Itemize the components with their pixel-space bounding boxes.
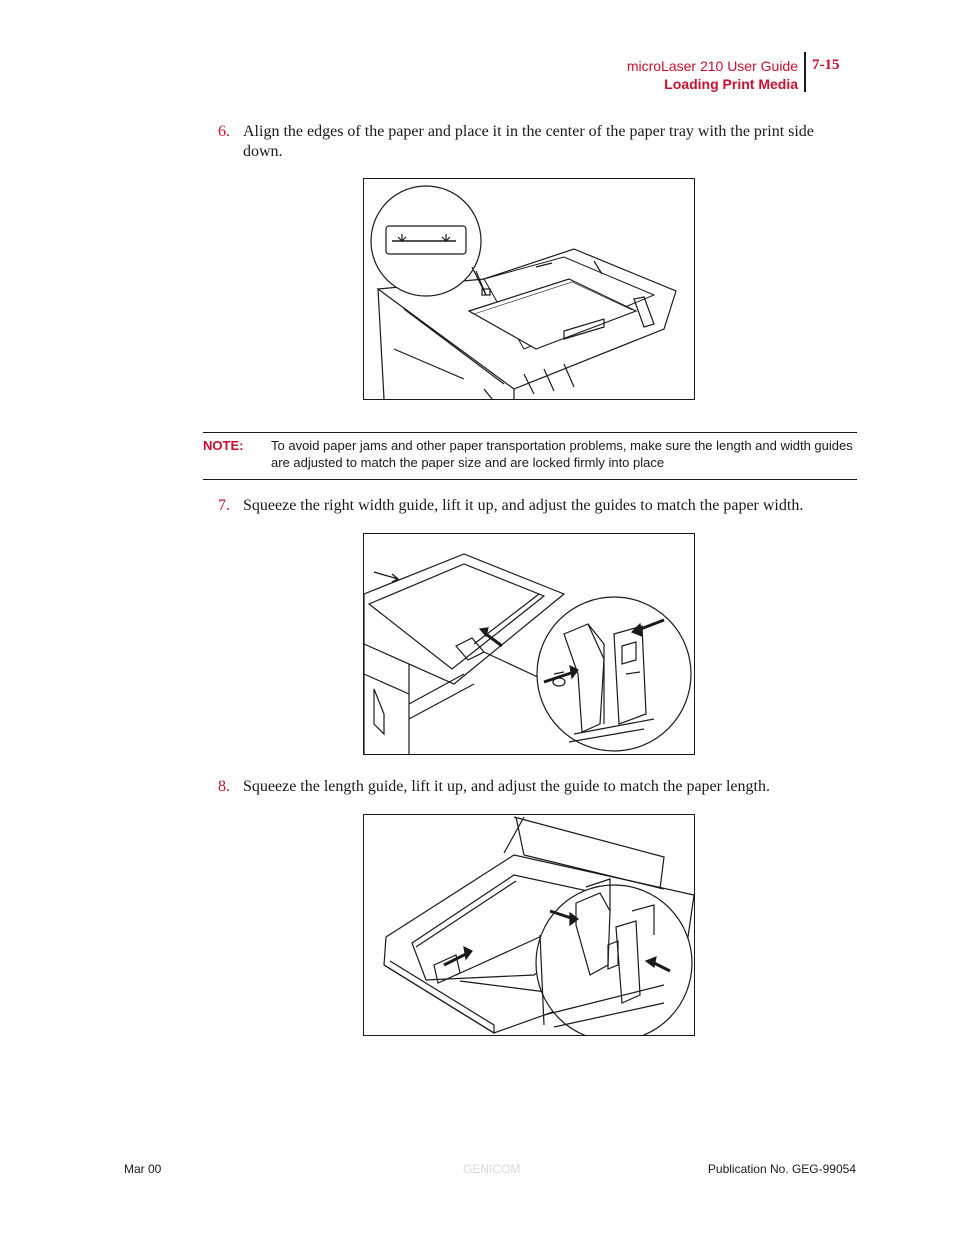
header-divider [804, 52, 806, 92]
guide-title: microLaser 210 User Guide [626, 58, 798, 74]
step-text: Squeeze the length guide, lift it up, and adjust the guide to match the paper length. [243, 778, 770, 795]
footer-watermark-logo: GENICOM [463, 1162, 521, 1176]
tray-illustration-3 [364, 815, 694, 1035]
figure-length-guide [363, 814, 695, 1036]
note-rule-bottom [203, 479, 857, 480]
step-number: 6. [218, 123, 230, 140]
figure-paper-tray-loading [363, 178, 695, 400]
step-6 [218, 122, 838, 162]
section-title: Loading Print Media [664, 76, 798, 92]
tray-illustration-1 [364, 179, 694, 399]
note-rule-top [203, 432, 857, 433]
step-number: 8. [218, 778, 230, 795]
step-text: Squeeze the right width guide, lift it up, and adjust the guides to match the paper width. [243, 497, 804, 514]
step-8 [218, 777, 838, 797]
page-number: 7-15 [812, 57, 840, 73]
footer-date: Mar 00 [124, 1162, 162, 1176]
note-text: To avoid paper jams and other paper transportation problems, make sure the length and width guides are adjusted to match the paper size and are locked firmly into place [271, 438, 853, 470]
step-text: Align the edges of the paper and place it in the center of the paper tray with the print side down. [243, 123, 814, 160]
tray-illustration-2 [364, 534, 694, 754]
step-number: 7. [218, 497, 230, 514]
step-7 [218, 496, 838, 516]
footer-publication-number: Publication No. GEG-99054 [707, 1162, 856, 1176]
running-header [627, 57, 798, 93]
note-label: NOTE: [203, 438, 244, 453]
figure-width-guide [363, 533, 695, 755]
